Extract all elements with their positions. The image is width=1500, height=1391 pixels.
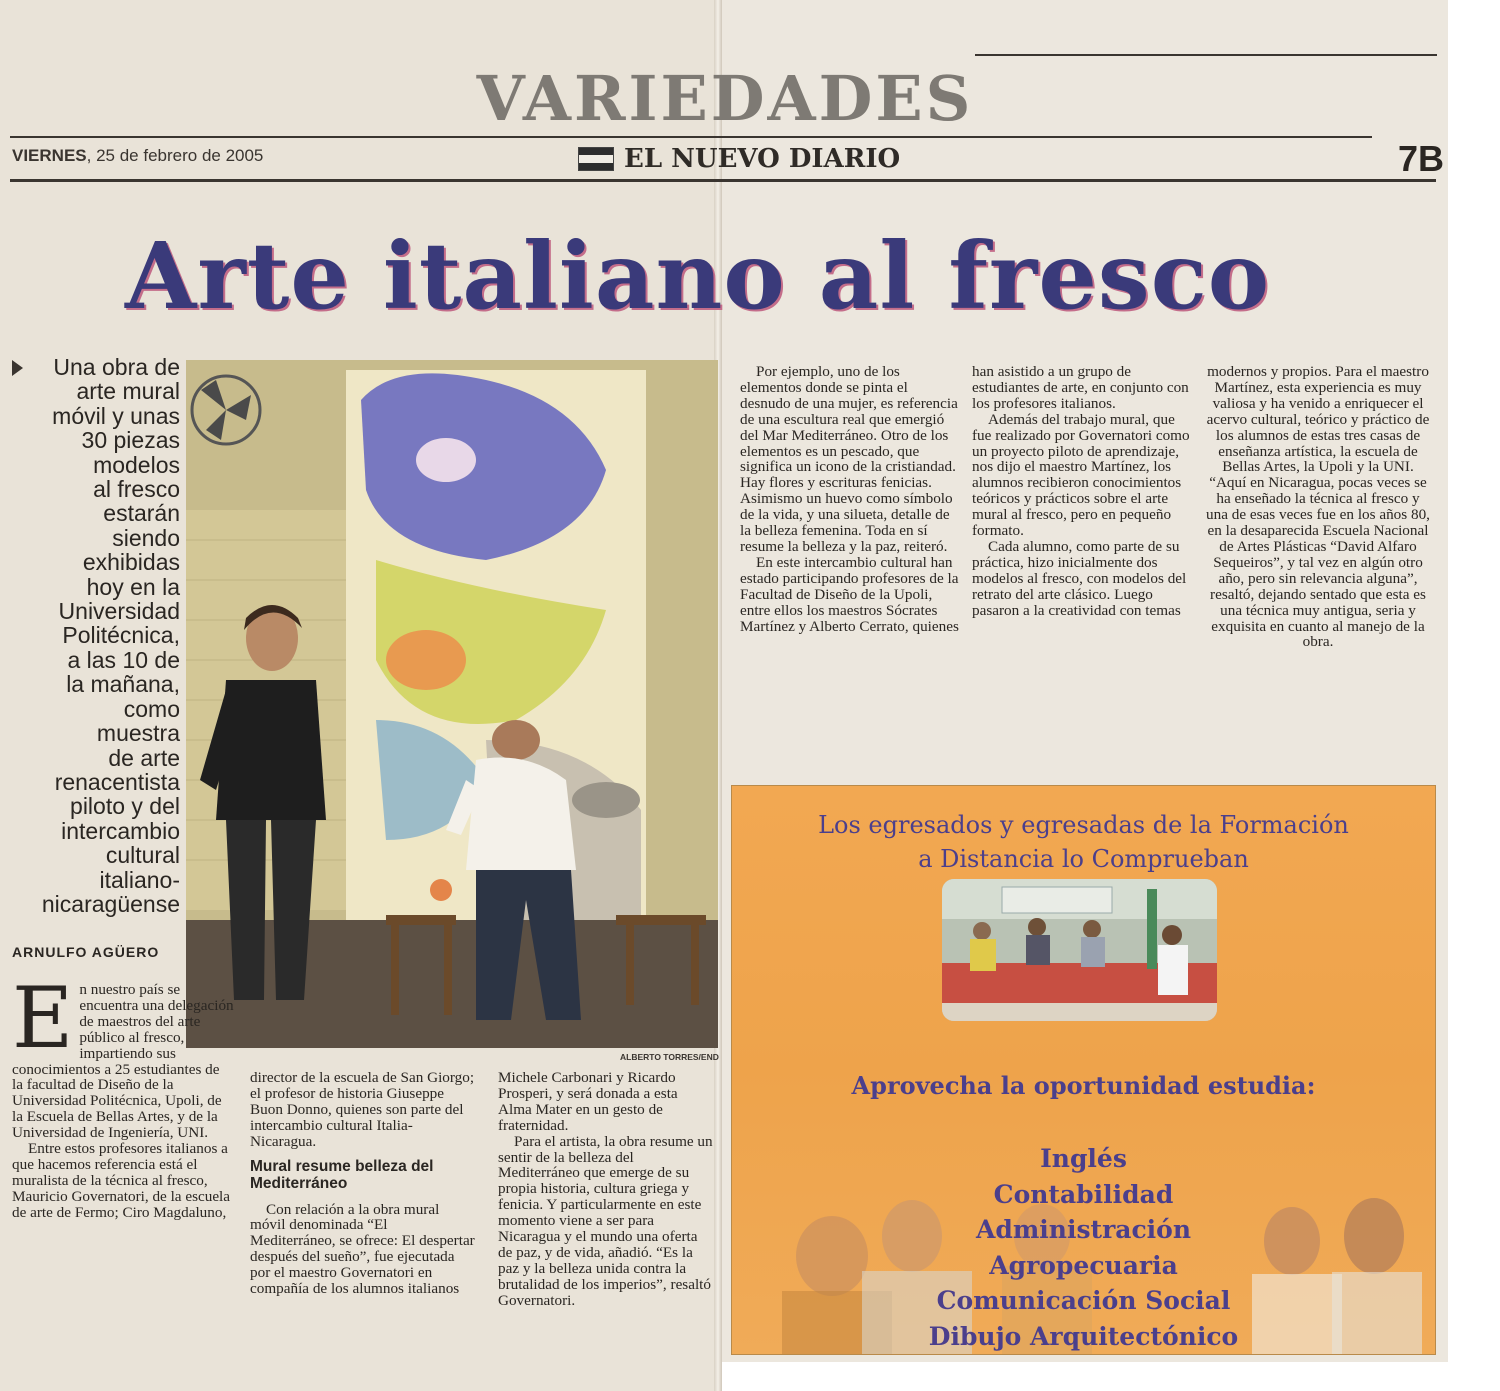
photo-credit: ALBERTO TORRES/END	[620, 1052, 719, 1062]
paragraph: modernos y propios. Para el maestro Martínez, esta experiencia es muy valiosa y ha venido a enriquecer el acervo cultural, teórico y práctico de los alumnos de estas tres casas de enseñanza artística, la escuela de Bellas Artes, la Upoli y la UNI.	[1206, 363, 1430, 476]
article-photo	[186, 360, 718, 1048]
article-column-3	[498, 1070, 713, 1309]
lead-line: 30 piezas	[81, 427, 180, 454]
section-title: VARIEDADES	[476, 62, 974, 135]
paragraph: Para el artista, la obra resume un sentir de la belleza del Mediterráneo que emerge de su propia historia, cultura griega y fenicia. Y particularmente en este momento viene a ser para Nicaragua y el mundo una oferta de paz, y de vida, añadió. “Es la paz y la belleza unida contra la brutalidad de los imperios”, resaltó Governatori.	[498, 1132, 713, 1309]
paragraph: En este intercambio cultural han estado participando profesores de la Facultad de Diseño de la Upoli, entre ellos los maestros Sócrates Martínez y Alberto Cerrato, quienes	[740, 553, 959, 635]
lead-line: la mañana,	[66, 671, 180, 698]
lead-line: intercambio	[61, 817, 180, 844]
lead-line: hoy en la	[86, 573, 180, 600]
lead-line: a las 10 de	[67, 646, 180, 673]
article-column-5	[972, 364, 1194, 619]
ad-course: Agropecuaria	[989, 1250, 1178, 1280]
article-column-6	[1206, 364, 1430, 650]
paragraph: Michele Carbonari y Ricardo Prosperi, y será donada a esta Alma Mater en un gesto de fraternidad.	[498, 1069, 678, 1134]
article-lead	[20, 355, 180, 916]
article-column-2	[250, 1070, 475, 1297]
lead-line: cultural	[105, 842, 180, 869]
ad-course: Administración	[975, 1215, 1192, 1244]
lead-line: siendo	[112, 524, 180, 551]
date: , 25 de febrero de 2005	[86, 146, 264, 165]
dropcap: E	[12, 969, 74, 1067]
dateline	[12, 146, 263, 166]
lead-line: modelos	[93, 451, 180, 478]
advertisement	[731, 785, 1436, 1355]
graduates-illustration	[942, 879, 1217, 1021]
ad-course-list	[732, 1141, 1435, 1354]
lead-line: exhibidas	[82, 549, 180, 576]
lead-line: Una obra de	[53, 354, 180, 380]
paragraph: Además del trabajo mural, que fue realizado por Governatori como un proyecto piloto de aprendizaje, nos dijo el maestro Martínez, los alumnos recibieron conocimientos teóricos y prácticos sobre el arte mural al fresco, pero en pequeño formato.	[972, 410, 1190, 540]
subhead: Mural resume belleza del Mediterráneo	[250, 1157, 434, 1192]
ad-photo	[942, 879, 1217, 1021]
lead-line: de arte	[108, 744, 180, 771]
lead-line: nicaragüense	[41, 890, 180, 917]
lead-line: como	[123, 695, 180, 722]
ad-title-line: a Distancia lo Comprueban	[918, 845, 1249, 873]
lead-line: arte mural	[76, 378, 180, 405]
byline: ARNULFO AGÜERO	[12, 944, 160, 960]
paragraph: director de la escuela de San Giorgo; el profesor de historia Giuseppe Buon Donno, quienes son parte del intercambio cultural Italia-Nicaragua.	[250, 1069, 475, 1150]
paragraph: Cada alumno, como parte de su práctica, hizo inicialmente dos modelos al fresco, con modelos del retrato del arte clásico. Luego pasaron a la creatividad con temas	[972, 537, 1187, 619]
header-bottom-rule	[10, 179, 1436, 182]
lead-line: estarán	[103, 500, 180, 527]
flag-icon	[578, 147, 614, 171]
ad-call-to-action: Aprovecha la oportunidad estudia:	[851, 1071, 1316, 1100]
article-headline: Arte italiano al fresco	[125, 222, 1271, 330]
paragraph: Por ejemplo, uno de los elementos donde se pinta el desnudo de una mujer, es referencia de una escultura real que emergió del Mar Mediterráneo. Otro de los elementos es un pescado, que significa un icono de la cristiandad. Hay flores y escrituras fenicias. Asimismo un huevo como símbolo de la vida, y una silueta, detalle de la belleza femenina. Toda en sí resume la belleza y la paz, reiteró.	[740, 363, 958, 555]
paragraph: “Aquí en Nicaragua, pocas veces se ha enseñado la técnica al fresco y una de esas veces fue en los años 80, en la desaparecida Escuela Nacional de Artes Plásticas “David Alfaro Sequeiros”, y tal vez en algún otro año, pero sin relevancia alguna”, resaltó, dejando sentado que esta es una técnica muy antigua, seria y exquisita en cuanto al manejo de la obra.	[1206, 474, 1430, 651]
ad-course: Contabilidad	[993, 1179, 1174, 1209]
lead-line: Politécnica,	[62, 622, 180, 649]
paragraph: Con relación a la obra mural móvil denominada “El Mediterráneo, se ofrece: El despertar después del sueño”, fue ejecutada por el maestro Governatori en compañía de los alumnos italianos	[250, 1200, 475, 1298]
lead-line: Universidad	[58, 598, 180, 625]
weekday: VIERNES	[12, 146, 87, 165]
paragraph: han asistido a un grupo de estudiantes de arte, en conjunto con los profesores italianos.	[972, 363, 1189, 412]
lead-line: móvil y unas	[52, 402, 180, 429]
lead-line: al fresco	[93, 476, 180, 503]
article-column-1	[12, 969, 234, 1221]
page-number: 7B	[1398, 138, 1445, 179]
ad-title-line: Los egresados y egresadas de la Formación	[818, 811, 1349, 839]
ad-course: Dibujo Arquitectónico	[928, 1321, 1239, 1351]
header-top-rule	[975, 54, 1437, 56]
lead-line: muestra	[96, 720, 180, 747]
mural-illustration	[186, 360, 718, 1048]
paragraph: n nuestro país se encuentra una delegación de maestros del arte público al fresco, impartiendo sus conocimientos a 25 estudiantes de la facultad de Diseño de la Universidad Politécnica, Upoli, de la Escuela de Bellas Artes, y de la Universidad de Ingeniería, UNI.	[12, 981, 234, 1142]
ad-course: Inglés	[1040, 1144, 1127, 1173]
lead-line: renacentista	[54, 768, 180, 795]
masthead-name: EL NUEVO DIARIO	[624, 144, 901, 174]
lead-line: italiano-	[99, 866, 180, 893]
ad-course: Comunicación Social	[936, 1286, 1231, 1315]
lead-line: piloto y del	[70, 793, 180, 820]
header-rule	[10, 136, 1372, 138]
ad-title	[732, 808, 1435, 876]
paragraph: Entre estos profesores italianos a que hacemos referencia está el muralista de la técnica al fresco, Mauricio Governatori, de la escuela de arte de Fermo; Ciro Magdaluno,	[12, 1140, 231, 1221]
article-column-4	[740, 364, 962, 634]
masthead	[578, 144, 900, 174]
